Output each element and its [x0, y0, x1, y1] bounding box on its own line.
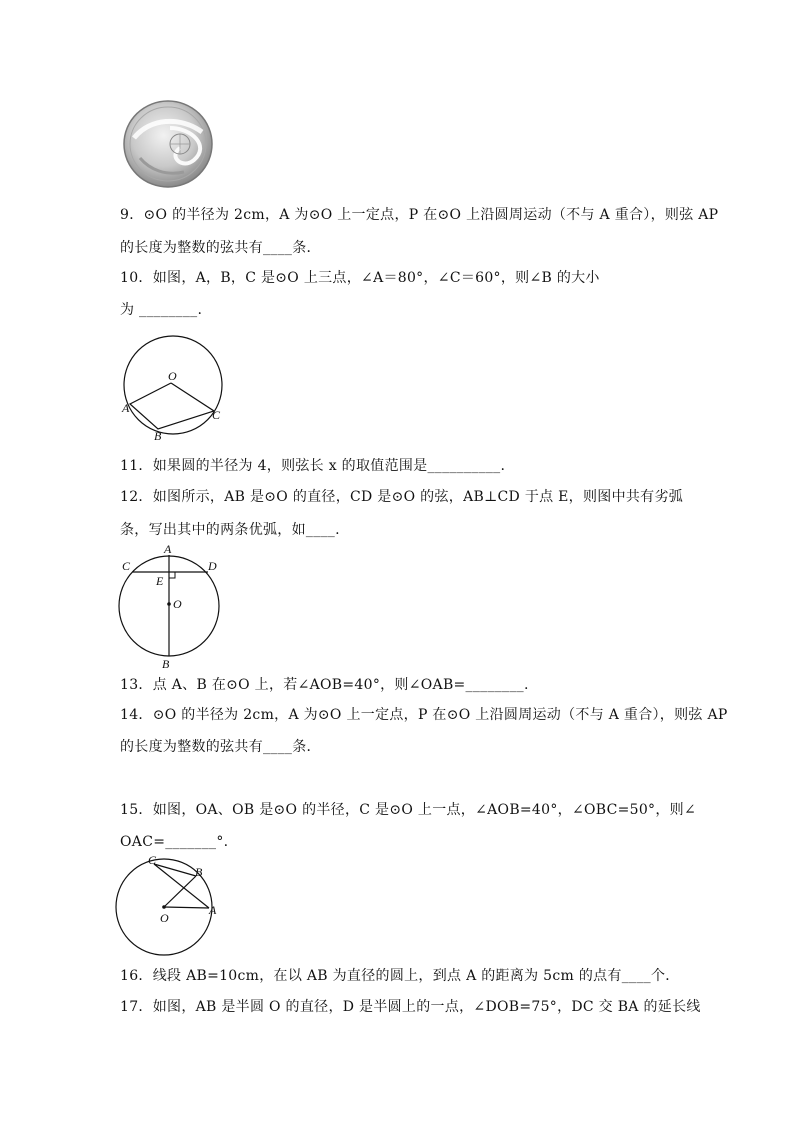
- question-10-line-2: 为 ________.: [120, 302, 203, 318]
- question-17-line-1: 17．如图，AB 是半圆 O 的直径，D 是半圆上的一点，∠DOB=75°，DC 交 BA 的延长线: [120, 999, 701, 1015]
- label-a: A: [122, 401, 130, 415]
- question-11-line-1: 11．如果圆的半径为 4，则弦长 x 的取值范围是__________.: [120, 458, 506, 474]
- label-a: A: [209, 903, 217, 917]
- question-12-line-1: 12．如图所示，AB 是⊙O 的直径，CD 是⊙O 的弦，AB⊥CD 于点 E，则图中共有劣弧: [120, 489, 684, 505]
- question-16-line-1: 16．线段 AB=10cm，在以 AB 为直径的圆上，到点 A 的距离为 5cm 的点有____个．: [120, 968, 680, 984]
- radius-ob: [164, 876, 196, 907]
- label-d: D: [208, 559, 217, 573]
- label-c: C: [148, 853, 157, 867]
- center-point: [162, 905, 166, 909]
- label-c: C: [122, 559, 131, 573]
- quadrilateral-oabc: [130, 383, 214, 429]
- question-9-line-2: 的长度为整数的弦共有____条．: [120, 240, 321, 256]
- label-o: O: [160, 911, 169, 925]
- question-9-line-1: 9．⊙O 的半径为 2cm，A 为⊙O 上一定点，P 在⊙O 上沿圆周运动（不与 A 重合），则弦 AP: [120, 207, 719, 223]
- label-e: E: [156, 574, 164, 588]
- figure-q10-circle: [118, 332, 230, 444]
- question-12-line-2: 条，写出其中的两条优弧，如____.: [120, 522, 340, 538]
- coin-image: [120, 98, 216, 190]
- label-b: B: [162, 657, 170, 670]
- center-point: [167, 602, 171, 606]
- label-o: O: [168, 369, 177, 383]
- right-angle-mark: [169, 572, 175, 578]
- figure-q12-circle: [112, 540, 230, 670]
- label-b: B: [195, 865, 203, 879]
- figure-q15-circle: [112, 852, 224, 958]
- question-15-line-2: OAC=_______°.: [120, 834, 229, 850]
- label-o: O: [173, 597, 182, 611]
- label-b: B: [154, 429, 162, 443]
- question-14-line-2: 的长度为整数的弦共有____条．: [120, 739, 321, 755]
- question-15-line-1: 15．如图，OA、OB 是⊙O 的半径，C 是⊙O 上一点，∠AOB=40°，∠OBC=50°，则∠: [120, 802, 696, 818]
- label-a: A: [164, 542, 172, 556]
- question-10-line-1: 10．如图，A，B，C 是⊙O 上三点，∠A＝80°，∠C＝60°，则∠B 的大小: [120, 270, 600, 286]
- label-c: C: [212, 408, 221, 422]
- question-13-line-1: 13．点 A、B 在⊙O 上，若∠AOB=40°，则∠OAB=________.: [120, 677, 529, 693]
- radius-oa: [164, 907, 209, 908]
- question-14-line-1: 14．⊙O 的半径为 2cm，A 为⊙O 上一定点，P 在⊙O 上沿圆周运动（不与 A 重合），则弦 AP: [120, 707, 728, 723]
